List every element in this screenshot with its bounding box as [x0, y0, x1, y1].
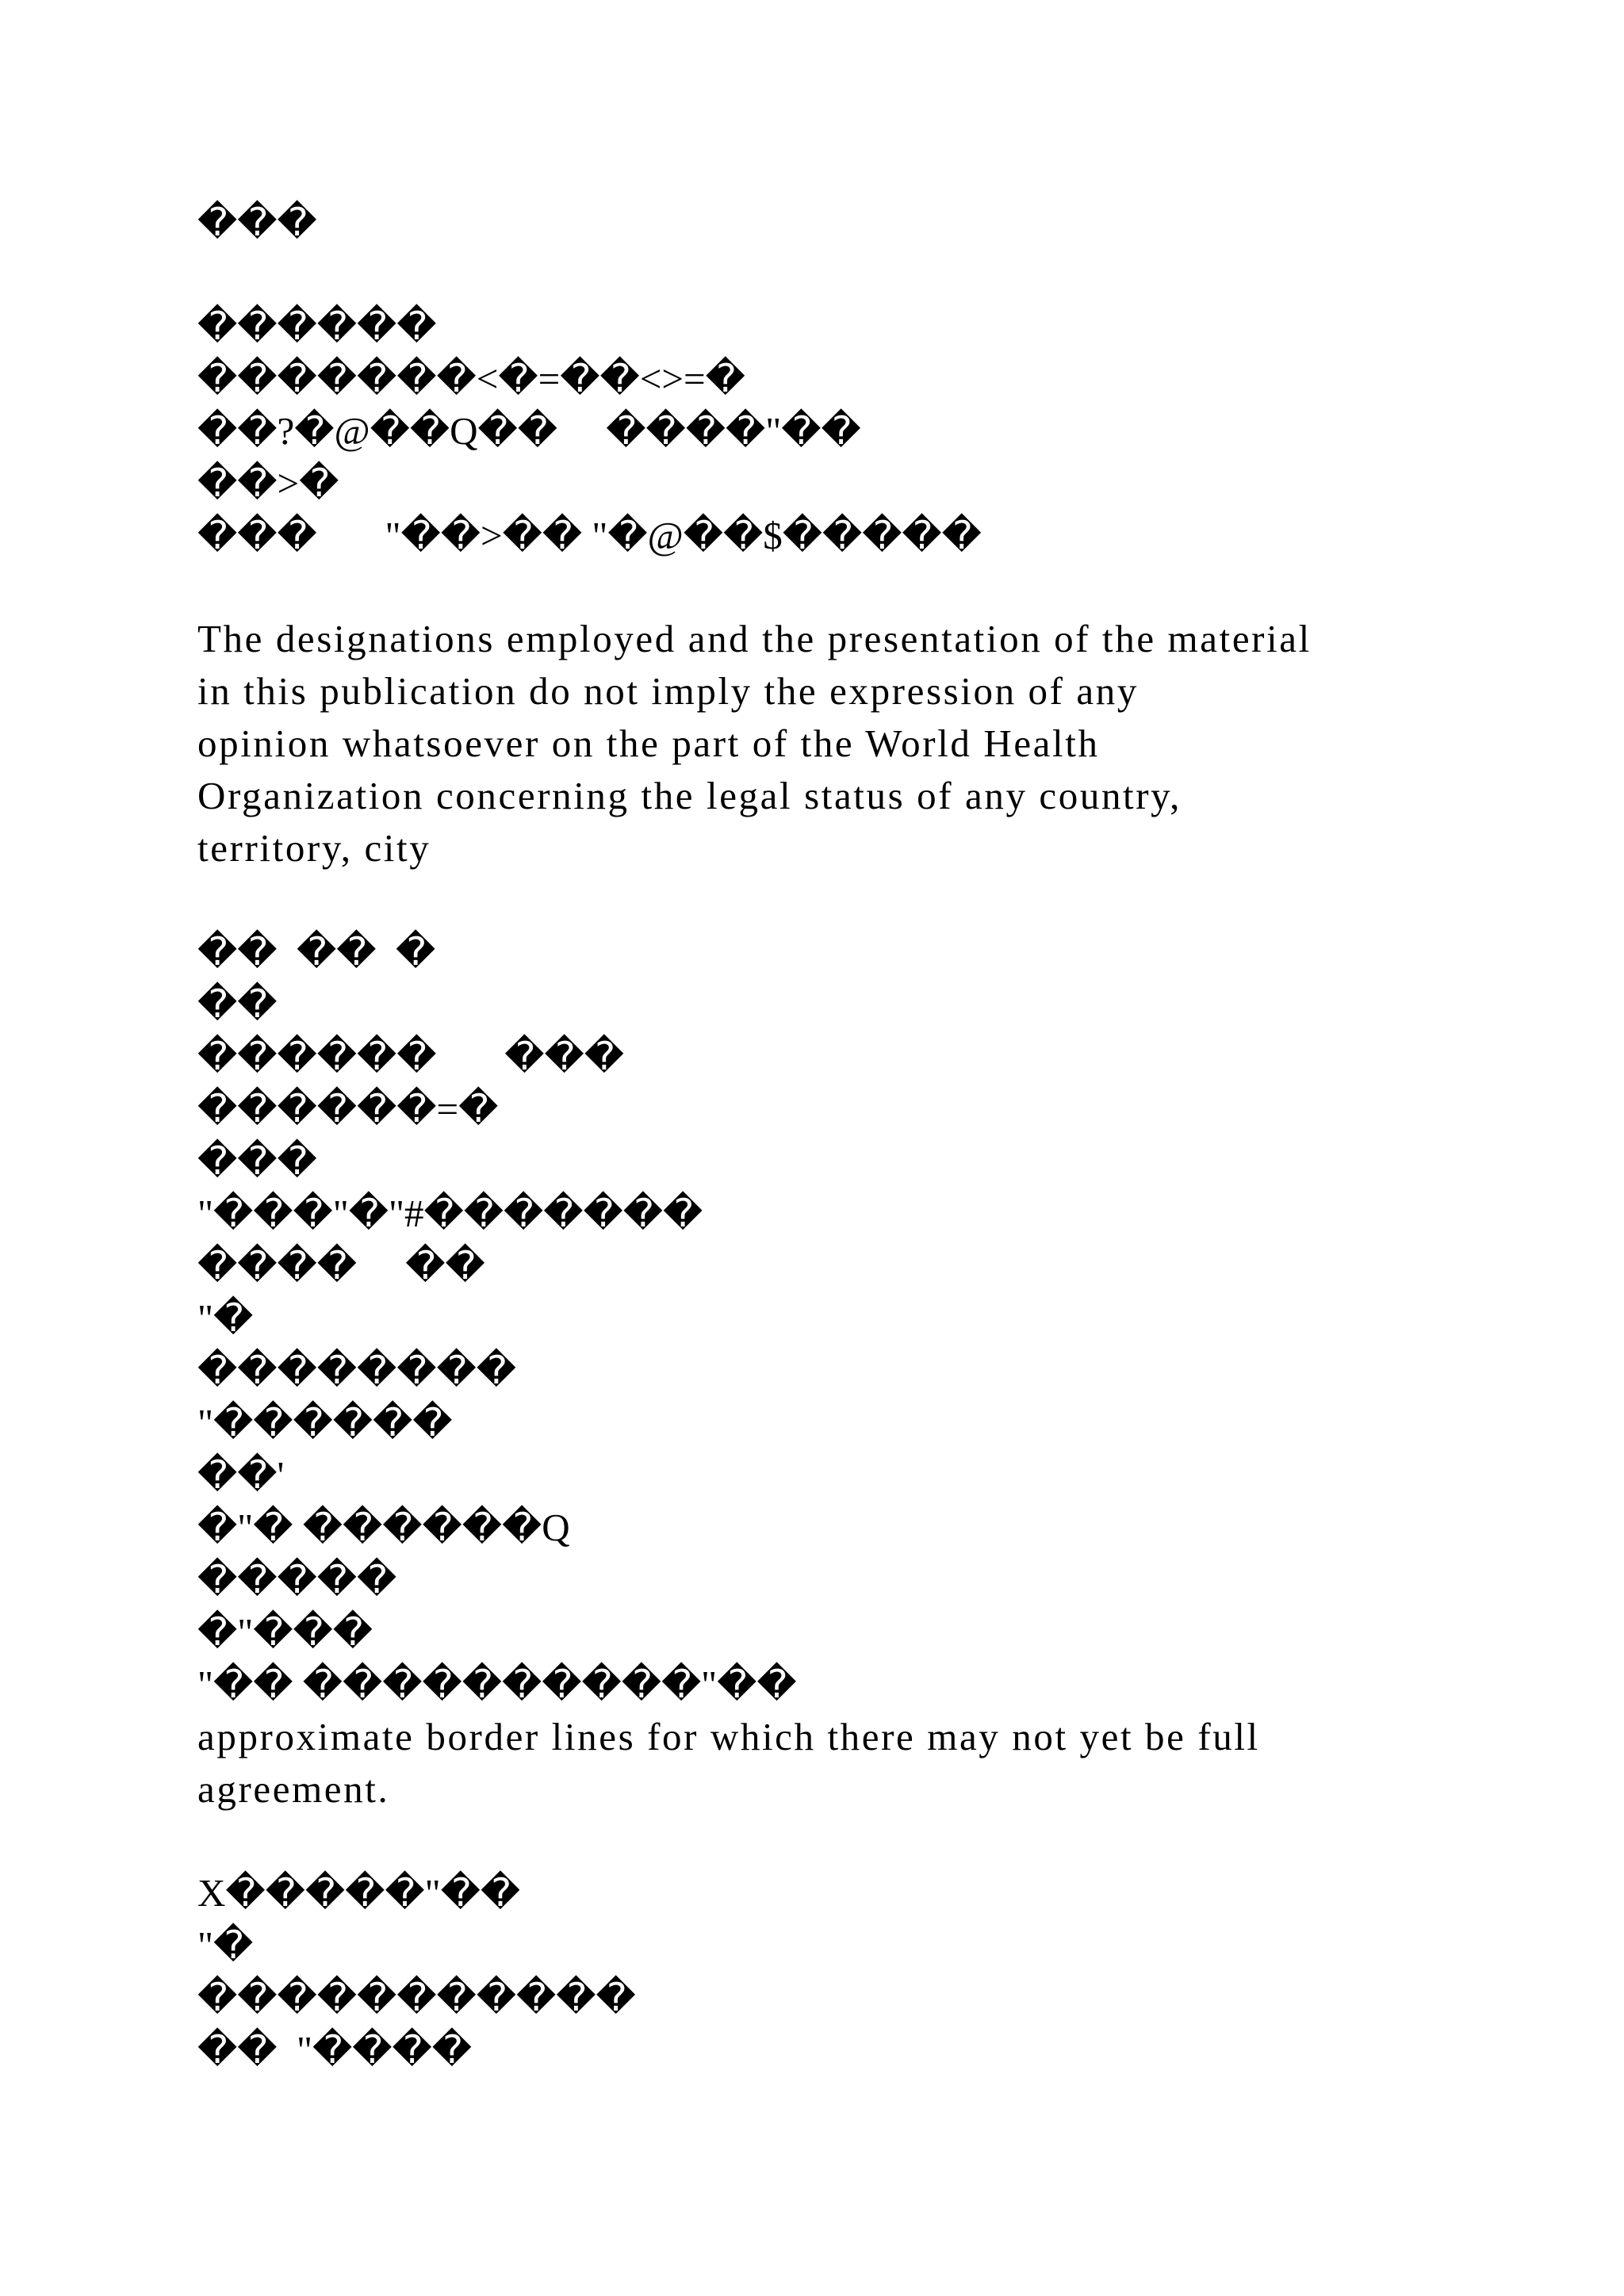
garbled-text-line: "�� ����������"��: [197, 1663, 797, 1706]
garbled-text-line: �� "����: [197, 2028, 472, 2072]
paragraph-line: in this publication do not imply the expression of any: [197, 669, 1139, 713]
garbled-text-line: ������=�: [197, 1087, 499, 1131]
garbled-text-line: X�����"��: [197, 1871, 521, 1915]
garbled-text-line: ���: [197, 201, 317, 244]
garbled-text-line: �"���: [197, 1610, 373, 1654]
paragraph-line: The designations employed and the presentation of the material: [197, 617, 1312, 660]
garbled-text-line: ��': [197, 1453, 285, 1497]
garbled-text-line: ���� ��: [197, 1244, 485, 1288]
paragraph-line: approximate border lines for which there may not yet be full: [197, 1715, 1260, 1758]
garbled-text-line: ��?�@��Q�� ����"��: [197, 409, 861, 453]
paragraph-line: agreement.: [197, 1767, 390, 1811]
garbled-text-line: "�: [197, 1923, 254, 1967]
garbled-text-line: ��������: [197, 1349, 516, 1392]
paragraph-line: Organization concerning the legal status of any country,: [197, 774, 1182, 817]
garbled-text-line: ��: [197, 982, 278, 1026]
garbled-text-line: ������: [197, 304, 437, 348]
garbled-text-line: "���"�"#�������: [197, 1192, 703, 1235]
garbled-text-line: "������: [197, 1401, 453, 1445]
garbled-text-line: �����������: [197, 1976, 636, 2019]
garbled-text-line: �"� ������Q: [197, 1506, 570, 1549]
garbled-text-line: �������<�=��<>=�: [197, 357, 745, 400]
garbled-text-line: ���: [197, 1139, 317, 1183]
garbled-text-line: "�: [197, 1296, 254, 1340]
garbled-text-line: �� �� �: [197, 930, 436, 974]
garbled-text-line: ��� "��>�� "�@��$�����: [197, 514, 982, 557]
garbled-text-line: �����: [197, 1558, 397, 1601]
garbled-text-line: ��>�: [197, 461, 339, 505]
paragraph-line: territory, city: [197, 826, 431, 870]
garbled-text-line: ������ ���: [197, 1035, 624, 1078]
paragraph-line: opinion whatsoever on the part of the World Health: [197, 721, 1100, 765]
